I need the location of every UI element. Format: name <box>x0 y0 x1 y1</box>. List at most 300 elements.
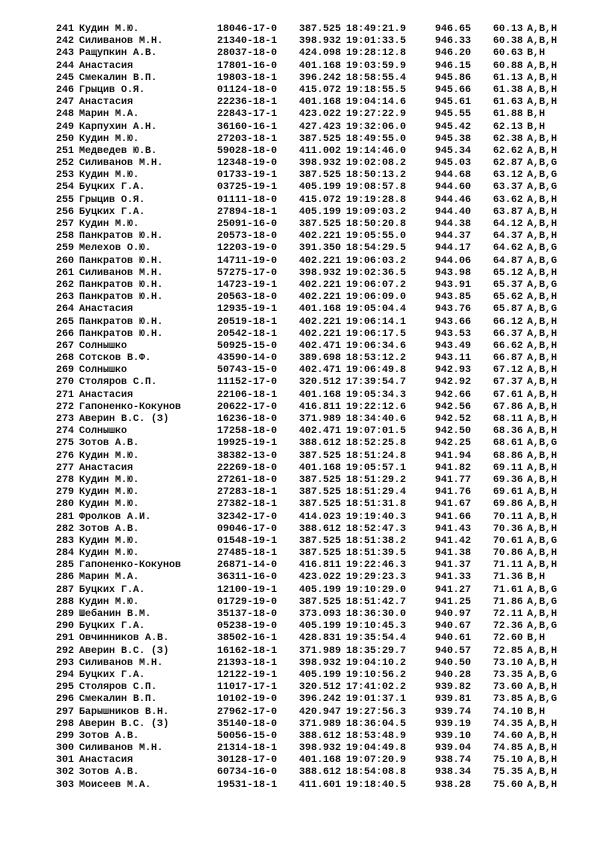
arrival-time: 18:58:55.4 <box>346 72 407 84</box>
participant-name: Смекалин В.П. <box>79 694 158 706</box>
speed: 939.82 <box>434 682 471 694</box>
participant-name: Столяров С.П. <box>79 377 158 389</box>
participant-name: Панкратов Ю.Н. <box>79 316 164 328</box>
participant-name: Буцких Г.А. <box>79 669 146 681</box>
score: 62.87 <box>492 158 523 170</box>
row-number: 247 <box>55 97 74 109</box>
distance: 391.350 <box>299 243 342 255</box>
row-number: 288 <box>55 596 74 608</box>
speed: 940.97 <box>434 609 471 620</box>
distance: 387.525 <box>299 474 342 486</box>
score: 70.86 <box>492 548 523 560</box>
speed: 942.56 <box>434 401 471 413</box>
participant-name: Аверин В.С. (З) <box>79 414 170 425</box>
speed: 944.17 <box>434 243 471 255</box>
arrival-time: 18:49:21.9 <box>346 24 407 35</box>
ring-id: 17801-16-0 <box>217 60 278 72</box>
category-flags: A,B,H <box>527 24 558 35</box>
arrival-time: 19:05:55.0 <box>346 231 407 243</box>
speed: 941.25 <box>434 596 471 608</box>
distance: 396.242 <box>299 72 342 84</box>
score: 63.62 <box>492 194 523 206</box>
category-flags: A,B,H <box>527 231 558 243</box>
table-row <box>50 231 580 243</box>
table-row <box>50 633 580 645</box>
speed: 945.42 <box>434 121 471 133</box>
table-row <box>50 85 580 97</box>
speed: 946.15 <box>434 60 471 72</box>
arrival-time: 18:51:42.7 <box>346 596 407 608</box>
table-row <box>50 73 580 85</box>
table-row <box>50 767 580 779</box>
distance: 420.947 <box>299 706 342 718</box>
table-row <box>50 146 580 158</box>
row-number: 274 <box>55 426 74 438</box>
ring-id: 22106-18-1 <box>217 389 278 401</box>
distance: 415.072 <box>299 194 342 206</box>
arrival-time: 18:35:29.7 <box>346 645 407 657</box>
participant-name: Фролков А.И. <box>79 511 152 523</box>
arrival-time: 19:08:57.8 <box>346 182 407 194</box>
category-flags: A,B,H <box>527 206 558 218</box>
ring-id: 28037-18-0 <box>217 48 278 60</box>
arrival-time: 18:51:29.2 <box>346 474 407 486</box>
arrival-time: 19:19:40.3 <box>346 511 407 523</box>
ring-id: 20563-18-0 <box>217 292 278 304</box>
speed: 940.50 <box>434 657 471 669</box>
score: 70.61 <box>492 535 523 547</box>
category-flags: A,B,H <box>527 523 558 535</box>
table-row <box>50 317 580 329</box>
table-row <box>50 585 580 597</box>
category-flags: A,B,H <box>527 743 558 755</box>
score: 72.60 <box>492 633 523 645</box>
participant-name: Аверин В.С. (З) <box>79 645 170 657</box>
row-number: 256 <box>55 206 74 218</box>
row-number: 277 <box>55 462 74 474</box>
table-row <box>50 694 580 706</box>
row-number: 285 <box>55 560 74 572</box>
category-flags: A,B,H <box>527 292 558 304</box>
distance: 388.612 <box>299 523 342 535</box>
ring-id: 03725-19-1 <box>217 182 278 194</box>
ring-id: 20542-18-1 <box>217 328 278 340</box>
speed: 941.42 <box>434 535 471 547</box>
score: 65.62 <box>492 292 523 304</box>
score: 61.13 <box>492 72 523 84</box>
row-number: 273 <box>55 414 74 425</box>
ring-id: 12122-19-1 <box>217 669 278 681</box>
category-flags: A,B,H <box>527 462 558 474</box>
participant-name: Зотов А.В. <box>79 523 140 535</box>
distance: 388.612 <box>299 438 342 450</box>
score: 68.11 <box>492 414 523 425</box>
speed: 944.37 <box>434 231 471 243</box>
participant-name: Анастасия <box>79 304 134 316</box>
ring-id: 38502-16-1 <box>217 633 278 645</box>
category-flags: A,B,H <box>527 474 558 486</box>
table-row <box>50 536 580 548</box>
arrival-time: 19:07:01.5 <box>346 426 407 438</box>
speed: 942.93 <box>434 365 471 377</box>
row-number: 263 <box>55 292 74 304</box>
participant-name: Кудин М.Ю. <box>79 474 140 486</box>
row-number: 248 <box>55 109 74 121</box>
arrival-time: 19:32:06.0 <box>346 121 407 133</box>
category-flags: B,H <box>527 48 546 60</box>
table-row <box>50 451 580 463</box>
distance: 428.831 <box>299 633 342 645</box>
score: 62.62 <box>492 145 523 157</box>
speed: 944.68 <box>434 170 471 182</box>
speed: 946.33 <box>434 36 471 48</box>
participant-name: Кудин М.Ю. <box>79 499 140 511</box>
category-flags: A,B,H <box>527 377 558 389</box>
participant-name: Кудин М.Ю. <box>79 596 140 608</box>
row-number: 243 <box>55 48 74 60</box>
participant-name: Моисеев М.А. <box>79 779 152 791</box>
category-flags: B,H <box>527 706 546 718</box>
ring-id: 11152-17-0 <box>217 377 278 389</box>
category-flags: A,B,H <box>527 219 558 230</box>
ring-id: 20573-18-0 <box>217 231 278 243</box>
category-flags: A,B,G <box>527 182 558 194</box>
table-row <box>50 426 580 438</box>
table-row <box>50 24 580 36</box>
distance: 387.525 <box>299 170 342 182</box>
table-row <box>50 670 580 682</box>
ring-id: 01548-19-1 <box>217 535 278 547</box>
table-row <box>50 414 580 426</box>
ring-id: 10102-19-0 <box>217 694 278 706</box>
score: 69.36 <box>492 474 523 486</box>
participant-name: Зотов А.В. <box>79 438 140 450</box>
row-number: 255 <box>55 194 74 206</box>
arrival-time: 18:54:08.8 <box>346 767 407 779</box>
distance: 424.098 <box>299 48 342 60</box>
score: 62.13 <box>492 121 523 133</box>
table-row <box>50 280 580 292</box>
speed: 939.81 <box>434 694 471 706</box>
participant-name: Анастасия <box>79 60 134 72</box>
table-row <box>50 207 580 219</box>
arrival-time: 19:06:17.5 <box>346 328 407 340</box>
arrival-time: 18:50:20.8 <box>346 219 407 230</box>
speed: 945.66 <box>434 84 471 96</box>
speed: 940.61 <box>434 633 471 645</box>
row-number: 249 <box>55 121 74 133</box>
distance: 401.168 <box>299 304 342 316</box>
arrival-time: 18:51:29.4 <box>346 487 407 499</box>
arrival-time: 19:35:54.4 <box>346 633 407 645</box>
participant-name: Буцких Г.А. <box>79 584 146 596</box>
category-flags: A,B,H <box>527 511 558 523</box>
arrival-time: 18:52:25.8 <box>346 438 407 450</box>
arrival-time: 19:04:49.8 <box>346 743 407 755</box>
category-flags: A,B,G <box>527 438 558 450</box>
speed: 944.38 <box>434 219 471 230</box>
row-number: 272 <box>55 401 74 413</box>
speed: 942.25 <box>434 438 471 450</box>
participant-name: Анастасия <box>79 97 134 109</box>
participant-name: Силиванов М.Н. <box>79 267 164 279</box>
participant-name: Зотов А.В. <box>79 730 140 742</box>
category-flags: A,B,H <box>527 548 558 560</box>
category-flags: A,B,G <box>527 596 558 608</box>
table-row <box>50 646 580 658</box>
participant-name: Кудин М.Ю. <box>79 535 140 547</box>
category-flags: A,B,H <box>527 499 558 511</box>
speed: 943.85 <box>434 292 471 304</box>
arrival-time: 19:03:59.9 <box>346 60 407 72</box>
ring-id: 01729-19-0 <box>217 596 278 608</box>
participant-name: Анастасия <box>79 389 134 401</box>
table-row <box>50 36 580 48</box>
participant-name: Панкратов Ю.Н. <box>79 328 164 340</box>
row-number: 267 <box>55 340 74 352</box>
speed: 946.65 <box>434 24 471 35</box>
speed: 940.57 <box>434 645 471 657</box>
ring-id: 01733-19-1 <box>217 170 278 182</box>
ring-id: 11017-17-1 <box>217 682 278 694</box>
speed: 939.19 <box>434 718 471 730</box>
arrival-time: 18:36:30.0 <box>346 609 407 620</box>
arrival-time: 19:10:45.3 <box>346 621 407 633</box>
row-number: 282 <box>55 523 74 535</box>
speed: 941.37 <box>434 560 471 572</box>
table-row <box>50 548 580 560</box>
participant-name: Кудин М.Ю. <box>79 487 140 499</box>
category-flags: A,B,H <box>527 487 558 499</box>
row-number: 253 <box>55 170 74 182</box>
category-flags: A,B,H <box>527 730 558 742</box>
row-number: 300 <box>55 743 74 755</box>
ring-id: 59028-18-0 <box>217 145 278 157</box>
row-number: 270 <box>55 377 74 389</box>
arrival-time: 19:22:46.3 <box>346 560 407 572</box>
distance: 387.525 <box>299 499 342 511</box>
speed: 944.40 <box>434 206 471 218</box>
ring-id: 38382-13-0 <box>217 450 278 462</box>
score: 74.35 <box>492 718 523 730</box>
ring-id: 27283-18-1 <box>217 487 278 499</box>
participant-name: Ращупкин А.В. <box>79 48 158 60</box>
row-number: 283 <box>55 535 74 547</box>
ring-id: 16162-18-1 <box>217 645 278 657</box>
ring-id: 14723-19-1 <box>217 279 278 291</box>
row-number: 284 <box>55 548 74 560</box>
speed: 943.76 <box>434 304 471 316</box>
ring-id: 25091-16-0 <box>217 219 278 230</box>
row-number: 269 <box>55 365 74 377</box>
speed: 943.11 <box>434 353 471 365</box>
speed: 946.20 <box>434 48 471 60</box>
participant-name: Силиванов М.Н. <box>79 743 164 755</box>
arrival-time: 19:10:29.0 <box>346 584 407 596</box>
distance: 387.525 <box>299 596 342 608</box>
distance: 423.022 <box>299 572 342 584</box>
row-number: 254 <box>55 182 74 194</box>
speed: 941.77 <box>434 474 471 486</box>
table-row <box>50 48 580 60</box>
arrival-time: 19:14:46.0 <box>346 145 407 157</box>
score: 69.61 <box>492 487 523 499</box>
table-row <box>50 755 580 767</box>
arrival-time: 18:36:04.5 <box>346 718 407 730</box>
score: 63.37 <box>492 182 523 194</box>
distance: 388.612 <box>299 730 342 742</box>
distance: 402.471 <box>299 340 342 352</box>
participant-name: Сотсков В.Ф. <box>79 353 152 365</box>
category-flags: A,B,H <box>527 682 558 694</box>
row-number: 259 <box>55 243 74 255</box>
ring-id: 19925-19-1 <box>217 438 278 450</box>
distance: 398.932 <box>299 657 342 669</box>
participant-name: Солнышко <box>79 340 128 352</box>
distance: 411.002 <box>299 145 342 157</box>
distance: 415.072 <box>299 84 342 96</box>
row-number: 261 <box>55 267 74 279</box>
table-row <box>50 109 580 121</box>
speed: 945.03 <box>434 158 471 170</box>
distance: 388.612 <box>299 767 342 779</box>
distance: 401.168 <box>299 60 342 72</box>
score: 61.63 <box>492 97 523 109</box>
ring-id: 01111-18-0 <box>217 194 278 206</box>
table-row <box>50 341 580 353</box>
table-row <box>50 572 580 584</box>
row-number: 251 <box>55 145 74 157</box>
ring-id: 12100-19-1 <box>217 584 278 596</box>
arrival-time: 18:54:29.5 <box>346 243 407 255</box>
row-number: 301 <box>55 755 74 767</box>
speed: 944.60 <box>434 182 471 194</box>
row-number: 299 <box>55 730 74 742</box>
speed: 941.38 <box>434 548 471 560</box>
row-number: 298 <box>55 718 74 730</box>
participant-name: Буцких Г.А. <box>79 621 146 633</box>
category-flags: A,B,H <box>527 718 558 730</box>
category-flags: A,B,H <box>527 194 558 206</box>
score: 68.86 <box>492 450 523 462</box>
category-flags: A,B,H <box>527 133 558 145</box>
distance: 414.023 <box>299 511 342 523</box>
table-row <box>50 524 580 536</box>
ring-id: 27203-18-1 <box>217 133 278 145</box>
ring-id: 12203-19-0 <box>217 243 278 255</box>
score: 64.12 <box>492 219 523 230</box>
distance: 387.525 <box>299 133 342 145</box>
score: 67.61 <box>492 389 523 401</box>
ring-id: 16236-18-0 <box>217 414 278 425</box>
participant-name: Кудин М.Ю. <box>79 24 140 35</box>
score: 60.13 <box>492 24 523 35</box>
category-flags: A,B,H <box>527 450 558 462</box>
distance: 387.525 <box>299 24 342 35</box>
arrival-time: 18:52:47.3 <box>346 523 407 535</box>
ring-id: 50743-15-0 <box>217 365 278 377</box>
speed: 944.06 <box>434 255 471 267</box>
row-number: 245 <box>55 72 74 84</box>
category-flags: A,B,G <box>527 304 558 316</box>
arrival-time: 19:09:03.2 <box>346 206 407 218</box>
score: 67.12 <box>492 365 523 377</box>
score: 74.85 <box>492 743 523 755</box>
row-number: 276 <box>55 450 74 462</box>
row-number: 294 <box>55 669 74 681</box>
row-number: 281 <box>55 511 74 523</box>
distance: 320.512 <box>299 377 342 389</box>
speed: 943.91 <box>434 279 471 291</box>
score: 65.37 <box>492 279 523 291</box>
speed: 939.74 <box>434 706 471 718</box>
row-number: 258 <box>55 231 74 243</box>
category-flags: A,B,H <box>527 97 558 109</box>
ring-id: 27382-18-1 <box>217 499 278 511</box>
row-number: 260 <box>55 255 74 267</box>
score: 72.11 <box>492 609 523 620</box>
participant-name: Кудин М.Ю. <box>79 548 140 560</box>
results-list <box>50 24 580 792</box>
arrival-time: 19:05:34.3 <box>346 389 407 401</box>
distance: 402.221 <box>299 231 342 243</box>
arrival-time: 18:34:40.6 <box>346 414 407 425</box>
category-flags: A,B,H <box>527 72 558 84</box>
score: 66.87 <box>492 353 523 365</box>
distance: 402.471 <box>299 426 342 438</box>
ring-id: 19803-18-1 <box>217 72 278 84</box>
speed: 941.27 <box>434 584 471 596</box>
score: 75.35 <box>492 767 523 779</box>
row-number: 241 <box>55 24 74 35</box>
row-number: 290 <box>55 621 74 633</box>
arrival-time: 19:27:22.9 <box>346 109 407 121</box>
score: 74.60 <box>492 730 523 742</box>
distance: 411.601 <box>299 779 342 791</box>
table-row <box>50 365 580 377</box>
distance: 402.221 <box>299 328 342 340</box>
arrival-time: 19:19:28.8 <box>346 194 407 206</box>
table-row <box>50 402 580 414</box>
score: 63.12 <box>492 170 523 182</box>
category-flags: B,H <box>527 572 546 584</box>
arrival-time: 19:02:36.5 <box>346 267 407 279</box>
table-row <box>50 122 580 134</box>
row-number: 287 <box>55 584 74 596</box>
ring-id: 50056-15-0 <box>217 730 278 742</box>
score: 67.86 <box>492 401 523 413</box>
ring-id: 43590-14-0 <box>217 353 278 365</box>
row-number: 275 <box>55 438 74 450</box>
speed: 939.10 <box>434 730 471 742</box>
participant-name: Гапоненко-Кокунов <box>79 401 182 413</box>
score: 74.10 <box>492 706 523 718</box>
category-flags: A,B,H <box>527 426 558 438</box>
participant-name: Анастасия <box>79 755 134 767</box>
ring-id: 36160-16-1 <box>217 121 278 133</box>
row-number: 303 <box>55 779 74 791</box>
speed: 941.33 <box>434 572 471 584</box>
ring-id: 21340-18-1 <box>217 36 278 48</box>
score: 72.36 <box>492 621 523 633</box>
ring-id: 18046-17-0 <box>217 24 278 35</box>
score: 73.10 <box>492 657 523 669</box>
speed: 942.52 <box>434 414 471 425</box>
distance: 371.989 <box>299 645 342 657</box>
arrival-time: 18:49:55.0 <box>346 133 407 145</box>
category-flags: A,B,G <box>527 158 558 170</box>
category-flags: A,B,G <box>527 694 558 706</box>
